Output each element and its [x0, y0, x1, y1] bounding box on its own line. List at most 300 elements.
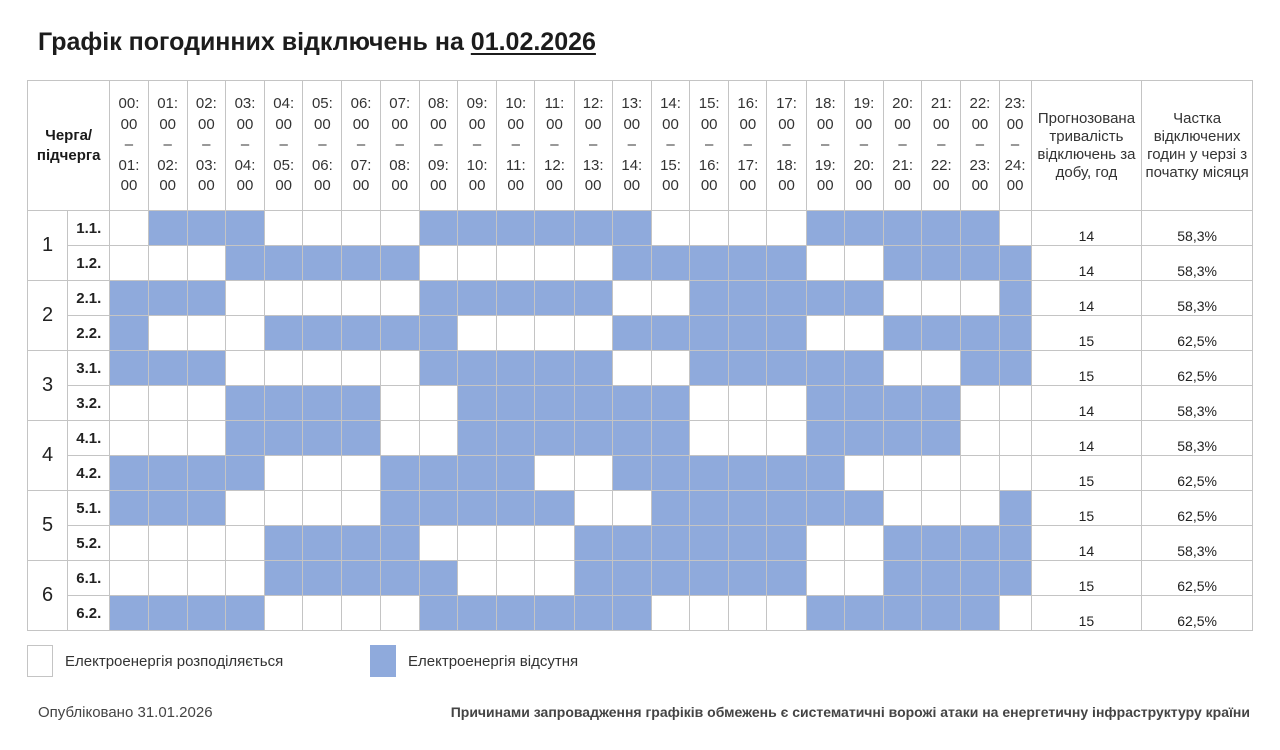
outage-cell — [148, 211, 187, 246]
power-cell — [883, 281, 921, 316]
outage-cell — [612, 561, 651, 596]
outage-cell — [535, 596, 574, 631]
share-value: 58,3% — [1142, 246, 1253, 281]
duration-value: 15 — [1031, 596, 1142, 631]
power-cell — [342, 491, 380, 526]
power-cell — [187, 421, 225, 456]
outage-cell — [612, 456, 651, 491]
power-cell — [419, 421, 457, 456]
outage-cell — [187, 596, 225, 631]
outage-cell — [419, 561, 457, 596]
outage-cell — [612, 211, 651, 246]
share-value: 62,5% — [1142, 561, 1253, 596]
hour-header: 21: 00 – 22: 00 — [922, 81, 961, 211]
power-cell — [883, 456, 921, 491]
power-cell — [187, 316, 225, 351]
power-cell — [883, 351, 921, 386]
queue-label: 5 — [28, 491, 68, 561]
outage-cell — [651, 421, 689, 456]
power-cell — [999, 596, 1031, 631]
outage-cell — [342, 386, 380, 421]
outage-cell — [458, 211, 497, 246]
duration-value: 15 — [1031, 561, 1142, 596]
outage-cell — [844, 421, 883, 456]
power-cell — [883, 491, 921, 526]
queue-label: 3 — [28, 351, 68, 421]
outage-cell — [612, 421, 651, 456]
power-cell — [844, 456, 883, 491]
outage-cell — [535, 281, 574, 316]
schedule-body — [28, 211, 1253, 631]
outage-cell — [612, 246, 651, 281]
power-cell — [651, 211, 689, 246]
duration-value: 15 — [1031, 316, 1142, 351]
subqueue-label: 3.1. — [68, 351, 110, 386]
outage-cell — [922, 526, 961, 561]
duration-value: 14 — [1031, 246, 1142, 281]
power-cell — [342, 281, 380, 316]
power-cell — [497, 246, 535, 281]
outage-cell — [419, 211, 457, 246]
outage-cell — [999, 316, 1031, 351]
subqueue-label: 6.1. — [68, 561, 110, 596]
hour-header: 13: 00 – 14: 00 — [612, 81, 651, 211]
subqueue-label: 4.2. — [68, 456, 110, 491]
power-cell — [419, 526, 457, 561]
power-cell — [574, 246, 612, 281]
subqueue-label: 1.2. — [68, 246, 110, 281]
power-cell — [419, 386, 457, 421]
hour-header: 23: 00 – 24: 00 — [999, 81, 1031, 211]
outage-cell — [767, 561, 806, 596]
outage-cell — [806, 281, 844, 316]
power-cell — [458, 561, 497, 596]
outage-cell — [999, 351, 1031, 386]
power-cell — [380, 351, 419, 386]
power-cell — [574, 456, 612, 491]
power-cell — [458, 246, 497, 281]
table-row — [28, 316, 1253, 351]
outage-cell — [806, 491, 844, 526]
power-cell — [922, 456, 961, 491]
power-cell — [497, 561, 535, 596]
outage-cell — [380, 316, 419, 351]
outage-cell — [265, 386, 303, 421]
duration-value: 15 — [1031, 351, 1142, 386]
outage-cell — [574, 386, 612, 421]
power-cell — [265, 491, 303, 526]
queue-label: 1 — [28, 211, 68, 281]
table-row — [28, 386, 1253, 421]
outage-cell — [535, 211, 574, 246]
power-cell — [225, 526, 264, 561]
subqueue-label: 2.1. — [68, 281, 110, 316]
hour-header: 04: 00 – 05: 00 — [265, 81, 303, 211]
outage-cell — [303, 246, 342, 281]
power-cell — [612, 281, 651, 316]
outage-cell — [922, 421, 961, 456]
outage-cell — [651, 316, 689, 351]
outage-cell — [806, 596, 844, 631]
outage-cell — [844, 491, 883, 526]
outage-cell — [265, 246, 303, 281]
outage-cell — [110, 491, 148, 526]
hour-header: 11: 00 – 12: 00 — [535, 81, 574, 211]
outage-cell — [303, 386, 342, 421]
outage-cell — [690, 491, 729, 526]
power-cell — [651, 596, 689, 631]
power-cell — [497, 526, 535, 561]
power-cell — [303, 456, 342, 491]
hour-header: 19: 00 – 20: 00 — [844, 81, 883, 211]
power-cell — [574, 491, 612, 526]
outage-cell — [574, 211, 612, 246]
outage-cell — [225, 211, 264, 246]
power-cell — [922, 491, 961, 526]
outage-cell — [729, 281, 767, 316]
power-cell — [767, 211, 806, 246]
outage-cell — [574, 596, 612, 631]
power-cell — [110, 526, 148, 561]
outage-cell — [999, 281, 1031, 316]
hour-header: 05: 00 – 06: 00 — [303, 81, 342, 211]
power-cell — [380, 211, 419, 246]
power-cell — [225, 561, 264, 596]
power-cell — [225, 281, 264, 316]
power-cell — [729, 596, 767, 631]
power-cell — [729, 211, 767, 246]
outage-cell — [922, 386, 961, 421]
subqueue-label: 2.2. — [68, 316, 110, 351]
outage-cell — [651, 526, 689, 561]
outage-cell — [844, 281, 883, 316]
table-row — [28, 351, 1253, 386]
outage-cell — [806, 351, 844, 386]
outage-cell — [148, 596, 187, 631]
outage-cell — [225, 246, 264, 281]
outage-cell — [342, 316, 380, 351]
outage-cell — [265, 316, 303, 351]
outage-cell — [844, 351, 883, 386]
subqueue-label: 5.2. — [68, 526, 110, 561]
subqueue-label: 6.2. — [68, 596, 110, 631]
power-cell — [265, 596, 303, 631]
outage-cell — [883, 596, 921, 631]
outage-cell — [497, 421, 535, 456]
reason-note: Причинами запровадження графіків обмежень є систематичні ворожі атаки на енергетичну інфраструктуру країни — [450, 704, 1250, 720]
table-row — [28, 491, 1253, 526]
outage-cell — [419, 596, 457, 631]
outage-cell — [612, 526, 651, 561]
outage-cell — [729, 526, 767, 561]
power-cell — [303, 491, 342, 526]
outage-cell — [148, 351, 187, 386]
outage-cell — [729, 491, 767, 526]
page-title — [38, 28, 596, 57]
outage-cell — [303, 421, 342, 456]
outage-cell — [922, 246, 961, 281]
outage-cell — [187, 456, 225, 491]
outage-cell — [497, 386, 535, 421]
published-date: Опубліковано 31.01.2026 — [38, 704, 213, 721]
outage-cell — [303, 526, 342, 561]
share-value: 62,5% — [1142, 491, 1253, 526]
outage-cell — [922, 561, 961, 596]
outage-cell — [922, 596, 961, 631]
power-cell — [110, 211, 148, 246]
power-cell — [380, 386, 419, 421]
power-cell — [458, 316, 497, 351]
table-row — [28, 526, 1253, 561]
outage-cell — [458, 351, 497, 386]
power-cell — [844, 316, 883, 351]
outage-cell — [342, 421, 380, 456]
outage-cell — [458, 281, 497, 316]
outage-cell — [380, 456, 419, 491]
power-cell — [767, 596, 806, 631]
outage-cell — [806, 421, 844, 456]
outage-cell — [690, 351, 729, 386]
outage-cell — [380, 491, 419, 526]
table-row — [28, 596, 1253, 631]
outage-cell — [806, 386, 844, 421]
outage-cell — [651, 491, 689, 526]
outage-cell — [767, 351, 806, 386]
outage-cell — [535, 351, 574, 386]
hour-header: 12: 00 – 13: 00 — [574, 81, 612, 211]
outage-cell — [110, 596, 148, 631]
power-cell — [110, 246, 148, 281]
power-cell — [342, 596, 380, 631]
outage-cell — [458, 386, 497, 421]
outage-cell — [883, 421, 921, 456]
power-cell — [690, 211, 729, 246]
share-value: 62,5% — [1142, 456, 1253, 491]
power-cell — [148, 421, 187, 456]
outage-cell — [690, 316, 729, 351]
share-value: 62,5% — [1142, 351, 1253, 386]
subqueue-label: 3.2. — [68, 386, 110, 421]
outage-cell — [690, 281, 729, 316]
outage-cell — [110, 281, 148, 316]
queue-header: Черга/ підчерга — [28, 81, 110, 211]
outage-cell — [458, 456, 497, 491]
subqueue-label: 5.1. — [68, 491, 110, 526]
outage-cell — [574, 421, 612, 456]
outage-cell — [187, 281, 225, 316]
power-cell — [342, 211, 380, 246]
power-cell — [922, 281, 961, 316]
power-cell — [612, 491, 651, 526]
power-cell — [806, 246, 844, 281]
power-cell — [612, 351, 651, 386]
outage-cell — [497, 491, 535, 526]
outage-cell — [458, 596, 497, 631]
power-cell — [999, 421, 1031, 456]
outage-cell — [497, 281, 535, 316]
share-value: 58,3% — [1142, 386, 1253, 421]
share-value: 58,3% — [1142, 281, 1253, 316]
duration-value: 14 — [1031, 386, 1142, 421]
outage-cell — [380, 526, 419, 561]
outage-cell — [419, 491, 457, 526]
power-cell — [651, 351, 689, 386]
power-cell — [690, 386, 729, 421]
outage-cell — [419, 351, 457, 386]
power-cell — [148, 561, 187, 596]
power-cell — [999, 386, 1031, 421]
table-row — [28, 421, 1253, 456]
queue-label: 6 — [28, 561, 68, 631]
power-cell — [303, 351, 342, 386]
outage-cell — [806, 456, 844, 491]
duration-header: Прогнозована тривалість відключень за добу, год — [1031, 81, 1142, 211]
power-cell — [535, 246, 574, 281]
hour-header: 07: 00 – 08: 00 — [380, 81, 419, 211]
power-cell — [922, 351, 961, 386]
share-value: 58,3% — [1142, 421, 1253, 456]
legend-power-on — [27, 645, 283, 677]
power-cell — [419, 246, 457, 281]
share-value: 62,5% — [1142, 596, 1253, 631]
outage-cell — [806, 211, 844, 246]
power-cell — [729, 421, 767, 456]
power-cell — [148, 386, 187, 421]
outage-cell — [729, 351, 767, 386]
outage-cell — [380, 246, 419, 281]
outage-cell — [767, 281, 806, 316]
outage-cell — [535, 421, 574, 456]
outage-cell — [961, 316, 999, 351]
power-cell — [225, 491, 264, 526]
outage-cell — [767, 246, 806, 281]
power-cell — [999, 456, 1031, 491]
power-cell — [342, 456, 380, 491]
outage-cell — [148, 491, 187, 526]
subqueue-label: 4.1. — [68, 421, 110, 456]
outage-cell — [380, 561, 419, 596]
outage-cell — [961, 561, 999, 596]
hour-header: 14: 00 – 15: 00 — [651, 81, 689, 211]
power-cell — [961, 421, 999, 456]
outage-cell — [497, 456, 535, 491]
outage-cell — [342, 526, 380, 561]
hour-header: 17: 00 – 18: 00 — [767, 81, 806, 211]
outage-cell — [922, 211, 961, 246]
power-cell — [148, 526, 187, 561]
outage-cell — [574, 561, 612, 596]
outage-cell — [729, 456, 767, 491]
duration-value: 14 — [1031, 211, 1142, 246]
outage-cell — [961, 211, 999, 246]
outage-cell — [574, 281, 612, 316]
power-cell — [535, 526, 574, 561]
power-cell — [690, 596, 729, 631]
outage-cell — [497, 351, 535, 386]
power-cell — [225, 316, 264, 351]
outage-cell — [110, 456, 148, 491]
outage-cell — [883, 246, 921, 281]
outage-cell — [883, 316, 921, 351]
outage-cell — [419, 316, 457, 351]
outage-cell — [303, 561, 342, 596]
outage-cell — [844, 211, 883, 246]
outage-cell — [574, 526, 612, 561]
share-header: Частка відключених годин у черзі з початку місяця — [1142, 81, 1253, 211]
power-cell — [767, 386, 806, 421]
hour-header: 00: 00 – 01: 00 — [110, 81, 148, 211]
subqueue-label: 1.1. — [68, 211, 110, 246]
power-cell — [844, 246, 883, 281]
power-cell — [265, 281, 303, 316]
hour-header: 22: 00 – 23: 00 — [961, 81, 999, 211]
power-cell — [961, 491, 999, 526]
power-cell — [187, 526, 225, 561]
hour-header: 03: 00 – 04: 00 — [225, 81, 264, 211]
outage-cell — [419, 456, 457, 491]
outage-cell — [225, 421, 264, 456]
hour-header: 15: 00 – 16: 00 — [690, 81, 729, 211]
outage-cell — [729, 561, 767, 596]
legend-swatch-blue — [370, 645, 396, 677]
power-cell — [806, 561, 844, 596]
legend-power-on-label: Електроенергія розподіляється — [65, 652, 284, 670]
duration-value: 15 — [1031, 456, 1142, 491]
legend-power-off — [370, 645, 578, 677]
outage-cell — [612, 316, 651, 351]
outage-cell — [883, 526, 921, 561]
power-cell — [651, 281, 689, 316]
power-cell — [535, 456, 574, 491]
outage-cell — [767, 526, 806, 561]
outage-cell — [690, 561, 729, 596]
power-cell — [806, 526, 844, 561]
power-cell — [458, 526, 497, 561]
power-cell — [148, 246, 187, 281]
outage-cell — [690, 456, 729, 491]
outage-cell — [265, 526, 303, 561]
outage-cell — [612, 596, 651, 631]
outage-cell — [651, 561, 689, 596]
outage-cell — [729, 316, 767, 351]
outage-cell — [883, 211, 921, 246]
hour-header: 20: 00 – 21: 00 — [883, 81, 921, 211]
outage-schedule-table — [27, 80, 1253, 631]
power-cell — [148, 316, 187, 351]
outage-cell — [225, 456, 264, 491]
outage-cell — [767, 316, 806, 351]
duration-value: 14 — [1031, 281, 1142, 316]
outage-cell — [225, 386, 264, 421]
power-cell — [574, 316, 612, 351]
power-cell — [380, 421, 419, 456]
power-cell — [999, 211, 1031, 246]
power-cell — [303, 596, 342, 631]
outage-cell — [458, 421, 497, 456]
table-row — [28, 561, 1253, 596]
outage-cell — [148, 456, 187, 491]
power-cell — [806, 316, 844, 351]
hour-header: 16: 00 – 17: 00 — [729, 81, 767, 211]
hour-header: 06: 00 – 07: 00 — [342, 81, 380, 211]
hour-header: 02: 00 – 03: 00 — [187, 81, 225, 211]
power-cell — [961, 281, 999, 316]
power-cell — [187, 561, 225, 596]
power-cell — [187, 246, 225, 281]
legend-swatch-white — [27, 645, 53, 677]
outage-cell — [497, 211, 535, 246]
power-cell — [380, 596, 419, 631]
